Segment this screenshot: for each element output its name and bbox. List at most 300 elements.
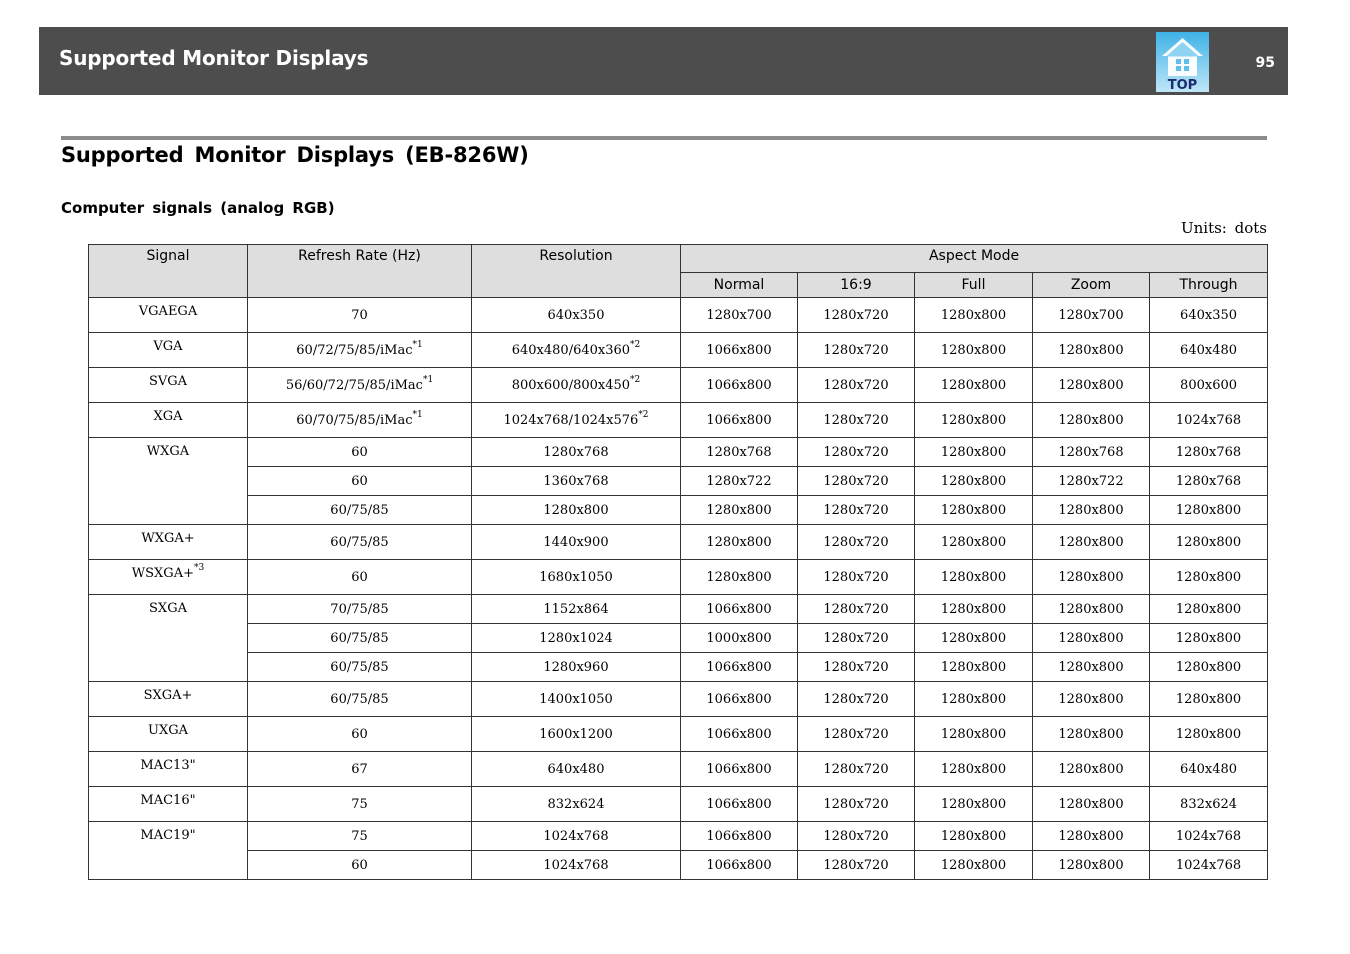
- cell-through: [1150, 560, 1268, 595]
- normal-text: 1066x800: [706, 726, 772, 742]
- normal-text: 1066x800: [706, 761, 772, 777]
- full-text: 1280x800: [940, 534, 1007, 550]
- cell-wide: [798, 403, 915, 438]
- zoom-text: 1280x800: [1058, 412, 1124, 428]
- through-text: 640x480: [1180, 342, 1238, 358]
- cell-full: [915, 496, 1033, 525]
- col-header-normal: Normal: [681, 273, 798, 298]
- cell-full: [915, 822, 1033, 851]
- zoom-text: 1280x800: [1058, 726, 1124, 742]
- cell-zoom: [1033, 560, 1150, 595]
- zoom-text: 1280x768: [1058, 444, 1124, 460]
- cell-zoom: [1033, 368, 1150, 403]
- col-header-zoom: Zoom: [1033, 273, 1150, 298]
- refresh-text: 60: [351, 857, 368, 873]
- cell-through: [1150, 467, 1268, 496]
- footnote-mark: *2: [630, 374, 641, 385]
- wide-text: 1280x720: [823, 342, 889, 358]
- signal-text: VGA: [153, 339, 183, 354]
- cell-wide: [798, 682, 915, 717]
- cell-full: [915, 682, 1033, 717]
- through-text: 1280x800: [1175, 502, 1242, 518]
- normal-text: 1280x800: [706, 534, 772, 550]
- wide-text: 1280x720: [823, 659, 889, 675]
- cell-refresh: [248, 496, 472, 525]
- col-header-full: Full: [915, 273, 1033, 298]
- cell-zoom: [1033, 653, 1150, 682]
- full-text: 1280x800: [940, 307, 1007, 323]
- signal-text: WXGA+: [141, 531, 195, 546]
- top-home-link[interactable]: [1156, 32, 1209, 92]
- normal-text: 1066x800: [706, 601, 772, 617]
- cell-through: [1150, 653, 1268, 682]
- refresh-text: 60/72/75/85/iMac: [296, 342, 413, 358]
- full-text: 1280x800: [940, 412, 1007, 428]
- resolution-text: 832x624: [547, 796, 605, 812]
- refresh-text: 60/75/85: [330, 630, 389, 646]
- col-header-signal: Signal: [89, 245, 248, 298]
- wide-text: 1280x720: [823, 569, 889, 585]
- cell-refresh: [248, 851, 472, 880]
- wide-text: 1280x720: [823, 796, 889, 812]
- table-row: [89, 368, 1268, 403]
- cell-zoom: [1033, 467, 1150, 496]
- cell-normal: [681, 787, 798, 822]
- cell-through: [1150, 595, 1268, 624]
- cell-zoom: [1033, 624, 1150, 653]
- cell-normal: [681, 467, 798, 496]
- signal-text: SXGA+: [143, 688, 193, 703]
- cell-zoom: [1033, 403, 1150, 438]
- full-text: 1280x800: [940, 601, 1007, 617]
- resolution-text: 1024x768: [543, 828, 609, 844]
- cell-wide: [798, 525, 915, 560]
- cell-signal: [89, 682, 248, 717]
- normal-text: 1280x800: [706, 569, 772, 585]
- resolution-text: 1280x800: [543, 502, 609, 518]
- cell-full: [915, 560, 1033, 595]
- cell-full: [915, 787, 1033, 822]
- table-row: [89, 438, 1268, 467]
- normal-text: 1066x800: [706, 412, 772, 428]
- table-row: [89, 560, 1268, 595]
- signal-text: WXGA: [146, 444, 190, 459]
- refresh-text: 60/75/85: [330, 691, 389, 707]
- cell-signal: [89, 438, 248, 525]
- normal-text: 1280x800: [706, 502, 772, 518]
- wide-text: 1280x720: [823, 473, 889, 489]
- cell-resolution: [472, 653, 681, 682]
- resolution-text: 640x350: [547, 307, 605, 323]
- cell-normal: [681, 560, 798, 595]
- wide-text: 1280x720: [823, 726, 889, 742]
- cell-signal: [89, 403, 248, 438]
- wide-text: 1280x720: [823, 828, 889, 844]
- cell-refresh: [248, 752, 472, 787]
- cell-through: [1150, 752, 1268, 787]
- cell-through: [1150, 851, 1268, 880]
- cell-zoom: [1033, 717, 1150, 752]
- resolution-text: 1152x864: [543, 601, 609, 617]
- signal-text: MAC16": [140, 793, 196, 808]
- zoom-text: 1280x800: [1058, 857, 1124, 873]
- through-text: 1280x800: [1175, 534, 1242, 550]
- cell-wide: [798, 298, 915, 333]
- cell-full: [915, 333, 1033, 368]
- cell-full: [915, 851, 1033, 880]
- refresh-text: 60/75/85: [330, 659, 389, 675]
- table-row: [89, 333, 1268, 368]
- signal-text: SXGA: [149, 601, 187, 616]
- cell-zoom: [1033, 333, 1150, 368]
- cell-through: [1150, 403, 1268, 438]
- through-text: 1024x768: [1175, 412, 1242, 428]
- resolution-text: 1440x900: [543, 534, 609, 550]
- refresh-text: 56/60/72/75/85/iMac: [285, 377, 423, 393]
- cell-normal: [681, 653, 798, 682]
- table-body: [89, 298, 1268, 880]
- resolution-text: 1360x768: [543, 473, 609, 489]
- col-header-through: Through: [1150, 273, 1268, 298]
- zoom-text: 1280x800: [1058, 828, 1124, 844]
- cell-resolution: [472, 717, 681, 752]
- cell-wide: [798, 496, 915, 525]
- cell-through: [1150, 717, 1268, 752]
- cell-signal: [89, 525, 248, 560]
- table-row: [89, 822, 1268, 851]
- footnote-mark: *2: [630, 339, 641, 350]
- normal-text: 1066x800: [706, 342, 772, 358]
- cell-resolution: [472, 333, 681, 368]
- page-number: 95: [1255, 55, 1275, 71]
- cell-full: [915, 525, 1033, 560]
- cell-zoom: [1033, 682, 1150, 717]
- through-text: 640x480: [1180, 761, 1238, 777]
- col-header-resolution: Resolution: [472, 245, 681, 298]
- cell-full: [915, 403, 1033, 438]
- cell-wide: [798, 717, 915, 752]
- cell-resolution: [472, 560, 681, 595]
- cell-resolution: [472, 438, 681, 467]
- cell-zoom: [1033, 525, 1150, 560]
- cell-resolution: [472, 682, 681, 717]
- through-text: 640x350: [1180, 307, 1238, 323]
- resolution-text: 800x600/800x450: [511, 377, 631, 393]
- cell-normal: [681, 298, 798, 333]
- wide-text: 1280x720: [823, 761, 889, 777]
- resolution-text: 1280x1024: [539, 630, 613, 646]
- cell-resolution: [472, 496, 681, 525]
- table-row: [89, 595, 1268, 624]
- cell-through: [1150, 438, 1268, 467]
- cell-signal: [89, 752, 248, 787]
- refresh-text: 60: [351, 569, 368, 585]
- through-text: 1280x768: [1175, 444, 1242, 460]
- section-divider: [61, 136, 1267, 140]
- top-home-icon: [1156, 32, 1209, 92]
- subsection-title: Computer signals (analog RGB): [61, 199, 335, 217]
- normal-text: 1280x700: [706, 307, 772, 323]
- cell-refresh: [248, 822, 472, 851]
- cell-normal: [681, 624, 798, 653]
- header-title: Supported Monitor Displays: [59, 46, 369, 70]
- wide-text: 1280x720: [823, 691, 889, 707]
- cell-full: [915, 653, 1033, 682]
- footnote-mark: *1: [422, 374, 434, 385]
- cell-normal: [681, 682, 798, 717]
- cell-through: [1150, 682, 1268, 717]
- cell-signal: [89, 368, 248, 403]
- cell-full: [915, 752, 1033, 787]
- cell-normal: [681, 525, 798, 560]
- table-row: [89, 403, 1268, 438]
- cell-normal: [681, 752, 798, 787]
- full-text: 1280x800: [940, 659, 1007, 675]
- cell-resolution: [472, 787, 681, 822]
- cell-resolution: [472, 595, 681, 624]
- through-text: 800x600: [1180, 377, 1238, 393]
- cell-signal: [89, 717, 248, 752]
- zoom-text: 1280x800: [1058, 377, 1124, 393]
- cell-refresh: [248, 298, 472, 333]
- cell-full: [915, 368, 1033, 403]
- normal-text: 1066x800: [706, 691, 772, 707]
- wide-text: 1280x720: [823, 307, 889, 323]
- cell-refresh: [248, 403, 472, 438]
- signal-text: MAC13": [140, 758, 196, 773]
- cell-zoom: [1033, 822, 1150, 851]
- refresh-text: 60: [351, 444, 368, 460]
- cell-normal: [681, 333, 798, 368]
- cell-normal: [681, 403, 798, 438]
- wide-text: 1280x720: [823, 502, 889, 518]
- cell-wide: [798, 752, 915, 787]
- through-text: 1280x768: [1175, 473, 1242, 489]
- cell-zoom: [1033, 752, 1150, 787]
- header-bar: [39, 27, 1288, 95]
- resolution-text: 640x480/640x360: [511, 342, 631, 358]
- normal-text: 1066x800: [706, 857, 772, 873]
- cell-through: [1150, 368, 1268, 403]
- refresh-text: 60/75/85: [330, 534, 389, 550]
- cell-zoom: [1033, 438, 1150, 467]
- cell-wide: [798, 822, 915, 851]
- full-text: 1280x800: [940, 342, 1007, 358]
- cell-zoom: [1033, 595, 1150, 624]
- refresh-text: 70: [351, 307, 368, 323]
- zoom-text: 1280x800: [1058, 761, 1124, 777]
- wide-text: 1280x720: [823, 601, 889, 617]
- cell-zoom: [1033, 787, 1150, 822]
- cell-refresh: [248, 653, 472, 682]
- cell-signal: [89, 595, 248, 682]
- top-label: TOP: [1167, 78, 1198, 92]
- table-row: [89, 496, 1268, 525]
- normal-text: 1000x800: [706, 630, 772, 646]
- resolution-text: 1680x1050: [539, 569, 613, 585]
- cell-normal: [681, 851, 798, 880]
- cell-through: [1150, 822, 1268, 851]
- cell-refresh: [248, 560, 472, 595]
- cell-full: [915, 467, 1033, 496]
- full-text: 1280x800: [940, 473, 1007, 489]
- cell-wide: [798, 653, 915, 682]
- cell-signal: [89, 560, 248, 595]
- resolution-text: 1280x768: [543, 444, 609, 460]
- cell-full: [915, 624, 1033, 653]
- zoom-text: 1280x800: [1058, 342, 1124, 358]
- normal-text: 1066x800: [706, 377, 772, 393]
- full-text: 1280x800: [940, 377, 1007, 393]
- wide-text: 1280x720: [823, 377, 889, 393]
- cell-wide: [798, 595, 915, 624]
- footnote-mark: *1: [412, 409, 423, 420]
- cell-refresh: [248, 682, 472, 717]
- refresh-text: 70/75/85: [330, 601, 389, 617]
- cell-signal: [89, 822, 248, 880]
- table-row: [89, 752, 1268, 787]
- resolution-text: 1600x1200: [539, 726, 613, 742]
- refresh-text: 75: [351, 796, 368, 812]
- cell-refresh: [248, 624, 472, 653]
- cell-refresh: [248, 717, 472, 752]
- zoom-text: 1280x722: [1058, 473, 1124, 489]
- cell-resolution: [472, 368, 681, 403]
- wide-text: 1280x720: [823, 534, 889, 550]
- cell-wide: [798, 851, 915, 880]
- wide-text: 1280x720: [823, 444, 889, 460]
- through-text: 1280x800: [1175, 659, 1242, 675]
- signal-text: VGAEGA: [138, 304, 198, 319]
- table-row: [89, 624, 1268, 653]
- cell-normal: [681, 595, 798, 624]
- cell-resolution: [472, 752, 681, 787]
- cell-refresh: [248, 595, 472, 624]
- signals-table: [88, 244, 1268, 880]
- cell-through: [1150, 624, 1268, 653]
- cell-wide: [798, 467, 915, 496]
- table-row: [89, 717, 1268, 752]
- table-row: [89, 525, 1268, 560]
- cell-refresh: [248, 438, 472, 467]
- signal-text: SVGA: [148, 374, 188, 389]
- refresh-text: 60: [351, 726, 368, 742]
- cell-normal: [681, 438, 798, 467]
- table-row: [89, 682, 1268, 717]
- through-text: 1280x800: [1175, 691, 1242, 707]
- resolution-text: 1280x960: [543, 659, 609, 675]
- cell-wide: [798, 333, 915, 368]
- cell-wide: [798, 787, 915, 822]
- full-text: 1280x800: [940, 796, 1007, 812]
- through-text: 1280x800: [1175, 726, 1242, 742]
- resolution-text: 1400x1050: [539, 691, 613, 707]
- refresh-text: 60/75/85: [330, 502, 389, 518]
- zoom-text: 1280x800: [1058, 659, 1124, 675]
- cell-resolution: [472, 851, 681, 880]
- cell-normal: [681, 717, 798, 752]
- full-text: 1280x800: [940, 630, 1007, 646]
- cell-refresh: [248, 787, 472, 822]
- cell-resolution: [472, 525, 681, 560]
- cell-wide: [798, 560, 915, 595]
- cell-through: [1150, 333, 1268, 368]
- through-text: 832x624: [1180, 796, 1238, 812]
- normal-text: 1280x768: [706, 444, 772, 460]
- normal-text: 1066x800: [706, 659, 772, 675]
- through-text: 1024x768: [1175, 828, 1242, 844]
- normal-text: 1280x722: [706, 473, 772, 489]
- zoom-text: 1280x800: [1058, 691, 1124, 707]
- wide-text: 1280x720: [823, 412, 889, 428]
- cell-refresh: [248, 525, 472, 560]
- zoom-text: 1280x800: [1058, 630, 1124, 646]
- table-row: [89, 653, 1268, 682]
- full-text: 1280x800: [940, 569, 1007, 585]
- zoom-text: 1280x800: [1058, 534, 1124, 550]
- col-header-refresh-rate: Refresh Rate (Hz): [248, 245, 472, 298]
- refresh-text: 60/70/75/85/iMac: [296, 412, 413, 428]
- cell-zoom: [1033, 496, 1150, 525]
- resolution-text: 640x480: [547, 761, 605, 777]
- cell-zoom: [1033, 851, 1150, 880]
- zoom-text: 1280x800: [1058, 569, 1124, 585]
- cell-signal: [89, 787, 248, 822]
- zoom-text: 1280x800: [1058, 796, 1124, 812]
- full-text: 1280x800: [940, 444, 1007, 460]
- signal-text: WSXGA+: [131, 566, 194, 581]
- full-text: 1280x800: [940, 828, 1007, 844]
- table-row: [89, 851, 1268, 880]
- cell-full: [915, 595, 1033, 624]
- normal-text: 1066x800: [706, 796, 772, 812]
- refresh-text: 67: [351, 761, 368, 777]
- cell-normal: [681, 822, 798, 851]
- table-row: [89, 298, 1268, 333]
- zoom-text: 1280x800: [1058, 601, 1124, 617]
- cell-resolution: [472, 822, 681, 851]
- section-title: Supported Monitor Displays (EB-826W): [61, 143, 529, 167]
- through-text: 1280x800: [1175, 601, 1242, 617]
- cell-wide: [798, 624, 915, 653]
- full-text: 1280x800: [940, 726, 1007, 742]
- cell-resolution: [472, 403, 681, 438]
- full-text: 1280x800: [940, 691, 1007, 707]
- cell-through: [1150, 525, 1268, 560]
- cell-normal: [681, 368, 798, 403]
- signal-text: XGA: [153, 409, 183, 424]
- cell-through: [1150, 496, 1268, 525]
- cell-resolution: [472, 467, 681, 496]
- footnote-mark: *3: [193, 563, 205, 573]
- cell-zoom: [1033, 298, 1150, 333]
- full-text: 1280x800: [940, 761, 1007, 777]
- footnote-mark: *2: [638, 409, 649, 420]
- wide-text: 1280x720: [823, 630, 889, 646]
- resolution-text: 1024x768: [543, 857, 609, 873]
- units-note: Units: dots: [1180, 219, 1267, 237]
- signal-text: MAC19": [140, 828, 196, 843]
- wide-text: 1280x720: [823, 857, 889, 873]
- through-text: 1280x800: [1175, 569, 1242, 585]
- cell-resolution: [472, 624, 681, 653]
- cell-refresh: [248, 368, 472, 403]
- zoom-text: 1280x800: [1058, 502, 1124, 518]
- table-row: [89, 787, 1268, 822]
- cell-through: [1150, 787, 1268, 822]
- cell-signal: [89, 333, 248, 368]
- cell-resolution: [472, 298, 681, 333]
